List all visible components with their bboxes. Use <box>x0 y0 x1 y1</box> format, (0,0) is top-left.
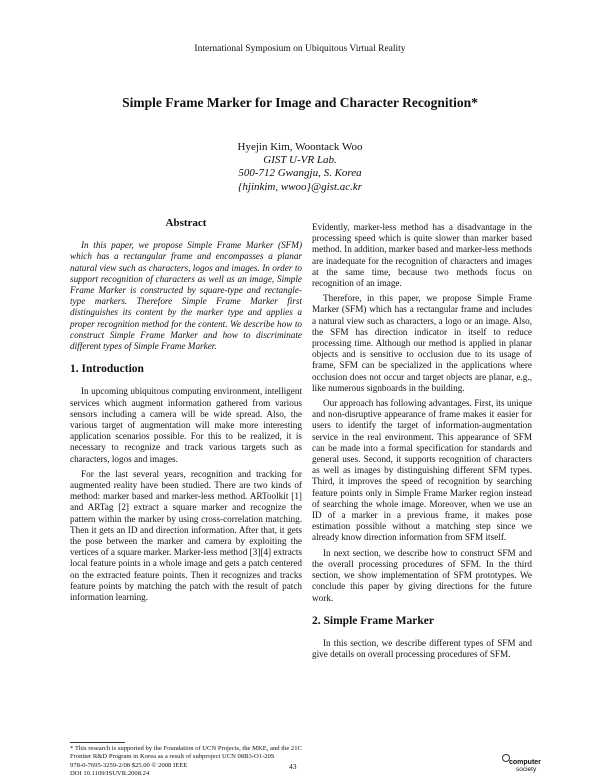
affiliation: GIST U-VR Lab. <box>263 154 337 167</box>
left-column <box>70 218 302 607</box>
abstract-text: In this paper, we propose Simple Frame Marker (SFM) which has a rectangular frame and encompasses a planar natural view such as characters, logos and images. In order to support recognition of characters as well as an image, Simple Frame Marker is constructed by square-type and rectangle-type markers. Therefore Simple Frame Marker first distinguishes its content by the marker type and applies a proper recognition method for the content. We describe how to construct Simple Frame Marker and how to discriminate different types of Simple Frame Marker. <box>70 240 302 352</box>
body-paragraph: Evidently, marker-less method has a disadvantage in the processing speed which is quite slower than marker based method. In addition, marker based and marker-less methods are inadequate for the recognition of characters and images at the same time, because two methods focus on recognition of an image. <box>312 222 532 289</box>
logo-text-society: society <box>516 766 537 773</box>
abstract-section <box>70 218 302 352</box>
body-paragraph: Therefore, in this paper, we propose Simple Frame Marker (SFM) which has a rectangular frame and includes a natural view such as characters, a logo or an image. Also, the SFM has direction indicator in itself to reduce processing time. Although our method is applied in planar objects and is sensitive to occlusion due to its usage of frame, SFM can be specialized in the applications where occlusion does not occur and target objects are planar, e.g., like numerous signboards in the building. <box>312 293 532 393</box>
author-block <box>0 141 600 194</box>
footnote: * This research is supported by the Foundation of UCN Projects, the MKE, and the 21C Frontier R&D Program in Korea as a result of subproject UCN 08B3-O1-20S <box>70 745 302 760</box>
author-names: Hyejin Kim, Woontack Woo <box>237 141 363 153</box>
footnote-divider <box>70 742 125 743</box>
intro-paragraph: For the last several years, recognition and tracking for augmented reality have been studied. There are two kinds of method: marker based and marker-less method. ARToolkit [1] and ARTag [2] extract a square marker and recognize the pattern within the marker by using cross-correlation matching. Then it gets an ID and direction information. After that, it gets the pose between the marker and camera by exploiting the vertices of a square marker. Marker-less method [3][4] extracts local feature points in a whole image and gets a patch centered on the extracted feature points. Then it recognizes and tracks feature points by matching the patch with the result of patch information learning. <box>70 468 302 603</box>
running-header: International Symposium on Ubiquitous Virtual Reality <box>194 44 406 54</box>
computer-society-logo <box>500 750 552 774</box>
intro-paragraph: In upcoming ubiquitous computing environment, intelligent services which augment information gathered from various sensors including a camera will be wide spread. Also, the various target of augmentation will make more interesting application scenarios possible. For this to be realized, it is necessary to recognize and track various targets such as characters, logos and images. <box>70 386 302 464</box>
section-heading-introduction: 1. Introduction <box>70 363 144 376</box>
page-number: 43 <box>289 762 297 771</box>
address: 500-712 Gwangju, S. Korea <box>238 167 362 180</box>
section-heading-simple-frame-marker: 2. Simple Frame Marker <box>312 614 434 627</box>
logo-text-computer: computer <box>509 759 541 766</box>
email: {hjinkim, wwoo}@gist.ac.kr <box>237 180 363 193</box>
right-column <box>312 222 532 664</box>
section2-paragraph: In this section, we describe different types of SFM and give details on overall processing procedures of SFM. <box>312 637 532 660</box>
doi-line: DOI 10.1109/ISUVR.2008.24 <box>70 770 150 777</box>
isbn-line: 978-0-7695-3259-2/08 $25.00 © 2008 IEEE <box>70 762 188 769</box>
abstract-heading: Abstract <box>165 217 207 229</box>
paper-title: Simple Frame Marker for Image and Character Recognition* <box>122 95 478 110</box>
body-paragraph: In next section, we describe how to construct SFM and the overall processing procedures of SFM. In the third section, we show implementation of SFM prototypes. We conclude this paper by giving directions for the future work. <box>312 547 532 603</box>
body-paragraph: Our approach has following advantages. First, its unique and non-disruptive appearance of frame makes it easier for users to identify the target of information-augmentation service in the real environment. This appearance of SFM can be made into a formal specification for standards and general uses. Second, it supports recognition of characters as well as images by distinguishing different SFM types. Third, it improves the speed of recognition by searching feature points only in Simple Frame Marker region instead of searching the whole image. Moreover, when we use an ID of a marker in a previous frame, it makes pose estimation possible without a matching step since we already know direction information from SFM itself. <box>312 398 532 543</box>
